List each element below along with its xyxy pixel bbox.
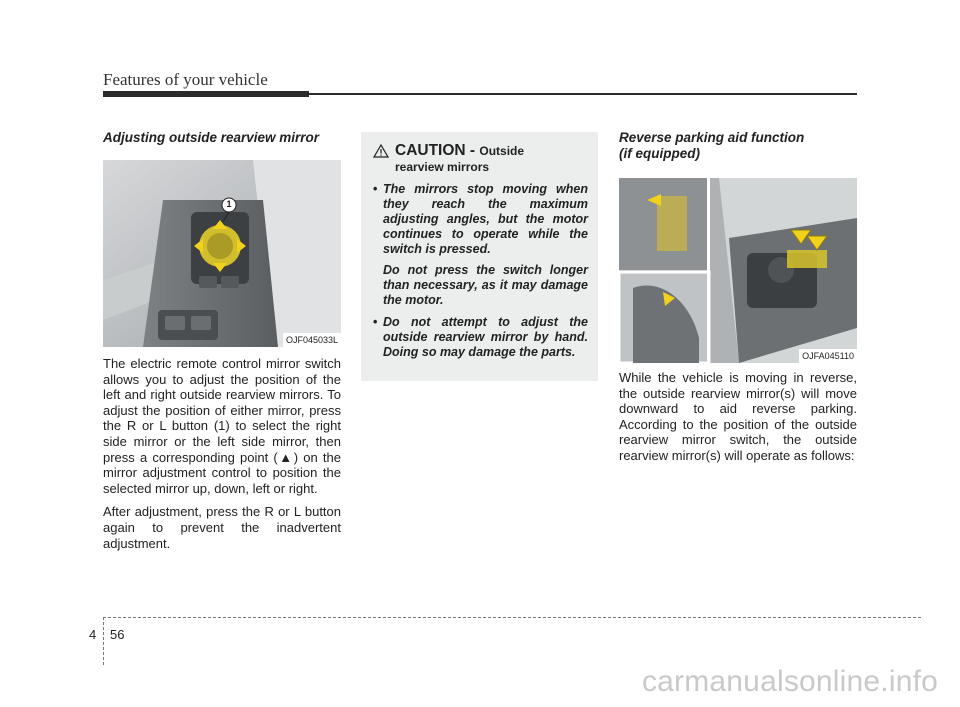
caution-word: CAUTION - — [395, 142, 480, 159]
bullet: • — [373, 182, 378, 196]
image-code: OJFA045110 — [799, 349, 857, 363]
chapter-number: 4 — [89, 627, 97, 642]
warning-triangle-icon — [373, 144, 389, 158]
left-column — [103, 130, 341, 551]
caution-item1-note: Do not press the switch longer than necessary, as it may damage the motor. — [383, 263, 588, 307]
section-heading-reverse-line2: (if equipped) — [619, 146, 700, 161]
paragraph-mirror-adjust-part2: ) on the mirror adjustment control to position the selected mirror up, down, left or right. — [103, 449, 341, 496]
caution-item — [373, 315, 588, 360]
caution-subject-2: rearview mirrors — [395, 160, 490, 174]
caution-title — [373, 142, 588, 174]
footer-rule — [103, 617, 921, 618]
bullet: • — [373, 315, 378, 329]
reverse-parking-illustration — [619, 178, 857, 363]
paragraph-after-adjust: After adjustment, press the R or L button again to prevent the inadvertent adjustment. — [103, 504, 341, 551]
reverse-parking-photo — [619, 178, 857, 363]
footer-vertical-rule — [103, 617, 104, 665]
image-code: OJF045033L — [283, 333, 341, 347]
triangle-icon: ▲ — [277, 449, 294, 465]
section-heading-mirror: Adjusting outside rearview mirror — [103, 130, 320, 145]
mirror-switch-illustration — [103, 160, 341, 347]
caution-item2-text: Do not attempt to adjust the outside rearview mirror by hand. Doing so may damage the parts. — [383, 315, 588, 359]
callout-number: 1 — [226, 199, 232, 209]
section-heading-reverse-line1: Reverse parking aid function — [619, 130, 805, 145]
section-heading-reverse — [619, 130, 857, 162]
caution-item — [373, 182, 588, 308]
page-number: 56 — [110, 627, 125, 642]
paragraph-mirror-adjust-part1: The electric remote control mirror switch allows you to adjust the position of the left and right outside rearview mirrors. To adjust the position of either mirror, press the R or L button (1) to select the right side mirror or the left side mirror, then press a corresponding point ( — [103, 356, 341, 465]
header-title: Features of your vehicle — [103, 70, 268, 89]
caution-box — [361, 132, 598, 381]
paragraph-reverse-parking: While the vehicle is moving in reverse, the outside rearview mirror(s) will move downward to aid reverse parking. According to the position of the outside rearview mirror switch, the outside rearview mirror(s) will operate as follows: — [619, 370, 857, 463]
right-column — [619, 130, 857, 464]
caution-subject-1: Outside — [479, 144, 525, 158]
header-rule-thin — [309, 93, 857, 95]
header-rule-thick — [103, 91, 309, 97]
caution-item1-text: The mirrors stop moving when they reach the maximum adjusting angles, but the motor continues to operate while the switch is pressed. — [383, 182, 588, 256]
mirror-switch-photo — [103, 160, 341, 347]
watermark: carmanualsonline.info — [641, 665, 938, 698]
paragraph-mirror-adjust — [103, 356, 341, 496]
